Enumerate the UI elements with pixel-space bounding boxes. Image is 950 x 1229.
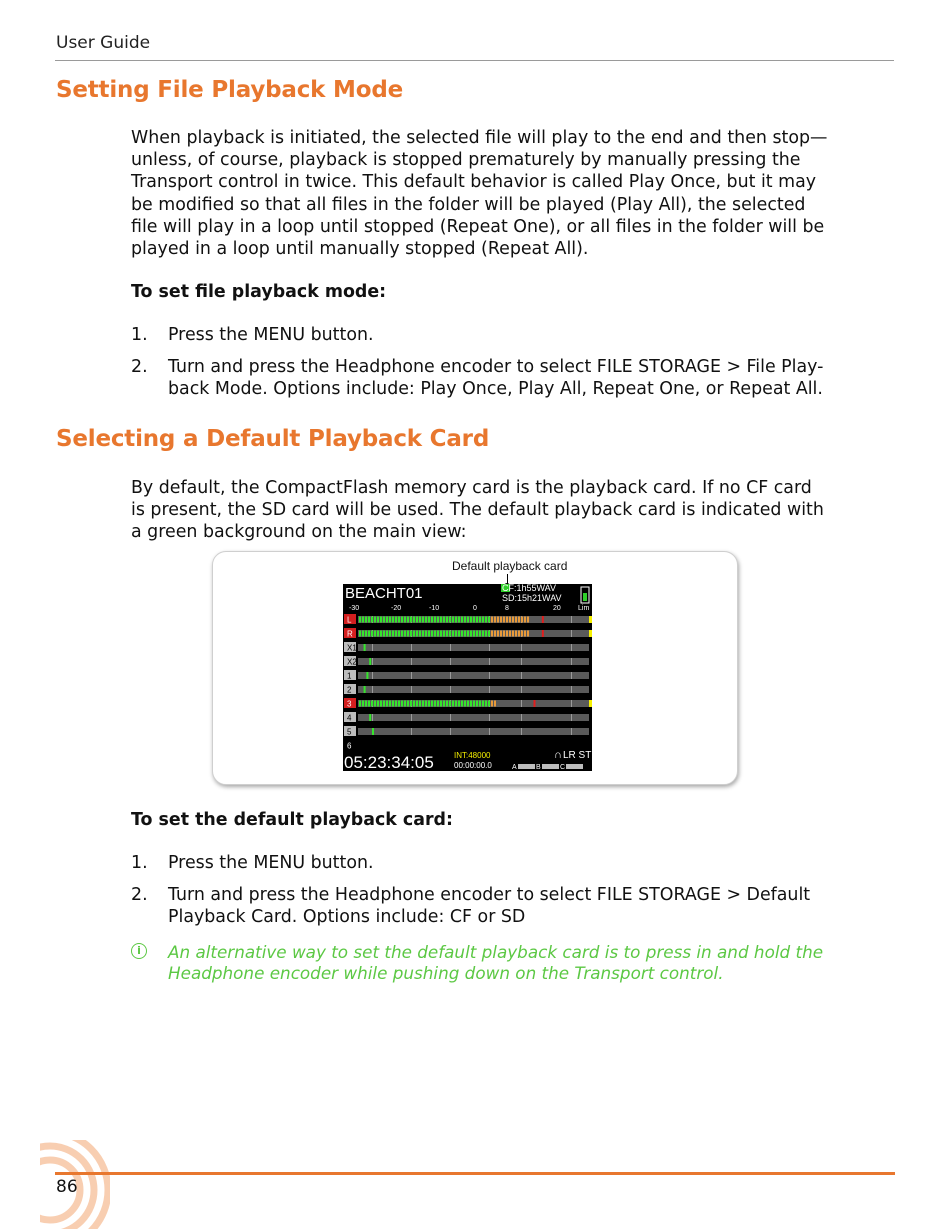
channel-label: L xyxy=(347,615,352,625)
note-text-line: Headphone encoder while pushing down on the Transport control. xyxy=(168,963,724,983)
meter-segment xyxy=(368,701,370,707)
peak-hold-marker xyxy=(364,686,366,693)
scale-label: 0 xyxy=(473,605,477,612)
meter-segment xyxy=(368,617,370,623)
text-line: unless, of course, playback is stopped prematurely by manually pressing the xyxy=(131,150,801,171)
callout-label: Default playback card xyxy=(452,559,568,573)
meter-segment xyxy=(521,617,523,623)
meter-segment xyxy=(380,701,382,707)
meter-segment xyxy=(416,617,418,623)
peak-hold-marker xyxy=(542,630,544,637)
meter-gridline xyxy=(372,686,373,693)
text-line: By default, the CompactFlash memory card is the playback card. If no CF card xyxy=(131,478,812,498)
meter-segment xyxy=(359,631,361,637)
meter-segment xyxy=(437,701,439,707)
meter-segment xyxy=(398,631,400,637)
aux-meter-label: C xyxy=(560,764,566,771)
meter-segment xyxy=(440,631,442,637)
meter-segment xyxy=(464,631,466,637)
meter-track xyxy=(358,728,589,735)
meter-segment xyxy=(518,617,520,623)
meter-gridline xyxy=(571,686,572,693)
sample-rate: INT:48000 xyxy=(454,751,491,760)
peak-hold-marker xyxy=(369,714,371,721)
meter-segment xyxy=(428,701,430,707)
meter-segment xyxy=(527,617,529,623)
meter-segment xyxy=(389,617,391,623)
meter-gridline xyxy=(489,714,490,721)
meter-segment xyxy=(374,701,376,707)
meter-segment xyxy=(455,701,457,707)
step-number: 1. xyxy=(131,853,148,873)
meter-gridline xyxy=(521,658,522,665)
meter-track xyxy=(358,686,589,693)
meter-segment xyxy=(527,631,529,637)
meter-track xyxy=(358,644,589,651)
meter-segment xyxy=(419,631,421,637)
meter-segment xyxy=(362,617,364,623)
meter-segment xyxy=(431,617,433,623)
peak-hold-marker xyxy=(364,644,366,651)
meter-segment xyxy=(395,701,397,707)
meter-gridline xyxy=(489,728,490,735)
meter-gridline xyxy=(521,700,522,707)
meter-segment xyxy=(440,617,442,623)
aux-meter-label: B xyxy=(536,764,541,771)
meter-gridline xyxy=(411,686,412,693)
sd-status: SD:15h21WAV xyxy=(502,593,562,603)
meter-gridline xyxy=(372,672,373,679)
meter-track xyxy=(358,658,589,665)
scale-label: 8 xyxy=(505,605,509,612)
step-text: Press the MENU button. xyxy=(168,325,374,345)
meter-gridline xyxy=(450,714,451,721)
peak-hold-marker xyxy=(542,616,544,623)
intro-paragraph-playback-card xyxy=(131,477,886,544)
meter-segment xyxy=(365,617,367,623)
meter-segment xyxy=(452,617,454,623)
meter-segment xyxy=(464,701,466,707)
meter-segment xyxy=(509,631,511,637)
meter-gridline xyxy=(411,644,412,651)
meter-gridline xyxy=(489,658,490,665)
meter-segment xyxy=(446,701,448,707)
file-name: BEACHT01 xyxy=(345,585,423,602)
meter-segment xyxy=(428,617,430,623)
meter-segment xyxy=(425,617,427,623)
meter-segment xyxy=(419,701,421,707)
meter-segment xyxy=(479,701,481,707)
recorder-screen-svg xyxy=(343,584,592,771)
meter-gridline xyxy=(372,714,373,721)
meter-segment xyxy=(377,631,379,637)
meter-segment xyxy=(407,617,409,623)
meter-segment xyxy=(491,631,493,637)
meter-segment xyxy=(494,617,496,623)
meter-gridline xyxy=(571,616,572,623)
meter-segment xyxy=(458,617,460,623)
step-text: Press the MENU button. xyxy=(168,853,374,873)
meter-segment xyxy=(422,631,424,637)
meter-gridline xyxy=(411,714,412,721)
meter-segment xyxy=(464,617,466,623)
meter-gridline xyxy=(411,728,412,735)
section-heading-default-playback-card: Selecting a Default Playback Card xyxy=(56,426,490,452)
meter-segment xyxy=(362,701,364,707)
tip-note xyxy=(131,942,881,984)
cf-status: CF:1h55WAV xyxy=(502,584,557,593)
meter-segment xyxy=(488,617,490,623)
step-item xyxy=(131,356,886,400)
meter-segment xyxy=(404,701,406,707)
meter-segment xyxy=(446,631,448,637)
meter-segment xyxy=(515,631,517,637)
meter-segment xyxy=(461,701,463,707)
channel-label: 5 xyxy=(347,727,352,737)
meter-segment xyxy=(374,617,376,623)
meter-gridline xyxy=(411,658,412,665)
channel-label: X1 xyxy=(347,643,357,653)
meter-segment xyxy=(446,617,448,623)
meter-segment xyxy=(512,631,514,637)
meter-segment xyxy=(419,617,421,623)
scale-label: -20 xyxy=(391,605,402,612)
meter-segment xyxy=(380,617,382,623)
note-text-line: An alternative way to set the default playback card is to press in and hold the xyxy=(168,942,824,962)
meter-segment xyxy=(383,617,385,623)
meter-segment xyxy=(404,631,406,637)
meter-segment xyxy=(383,701,385,707)
meter-gridline xyxy=(521,714,522,721)
meter-segment xyxy=(431,631,433,637)
meter-segment xyxy=(461,617,463,623)
meter-gridline xyxy=(521,672,522,679)
header-rule xyxy=(55,60,894,61)
meter-segment xyxy=(422,701,424,707)
aux-meter-bar xyxy=(542,764,559,769)
meter-segment xyxy=(401,631,403,637)
meter-segment xyxy=(479,631,481,637)
channel-label: 2 xyxy=(347,685,352,695)
meter-segment xyxy=(383,631,385,637)
meter-segment xyxy=(431,701,433,707)
step-number: 2. xyxy=(131,357,148,377)
scale-label: -30 xyxy=(349,605,360,612)
meter-segment xyxy=(476,631,478,637)
meter-segment xyxy=(479,617,481,623)
meter-segment xyxy=(491,701,493,707)
meter-segment xyxy=(389,631,391,637)
meter-segment xyxy=(518,631,520,637)
meter-segment xyxy=(503,617,505,623)
meter-segment xyxy=(470,631,472,637)
meter-segment xyxy=(476,617,478,623)
meter-segment xyxy=(410,617,412,623)
meter-segment xyxy=(461,631,463,637)
meter-segment xyxy=(512,617,514,623)
meter-gridline xyxy=(521,686,522,693)
meter-track xyxy=(358,672,589,679)
meter-segment xyxy=(395,631,397,637)
meter-segment xyxy=(425,701,427,707)
meter-segment xyxy=(374,631,376,637)
page-number: 86 xyxy=(56,1177,78,1197)
counter: 00:00:00.0 xyxy=(454,761,492,770)
text-line: a green background on the main view: xyxy=(131,522,467,543)
scale-label: -10 xyxy=(429,605,440,612)
step-text-line: back Mode. Options include: Play Once, Play All, Repeat One, or Repeat All. xyxy=(168,379,823,400)
meter-segment xyxy=(401,701,403,707)
meter-segment xyxy=(434,631,436,637)
meter-gridline xyxy=(571,672,572,679)
step-text-line: Turn and press the Headphone encoder to select FILE STORAGE > File Play- xyxy=(168,357,824,377)
meter-segment xyxy=(452,631,454,637)
meter-segment xyxy=(488,631,490,637)
meter-segment xyxy=(365,701,367,707)
aux-meter-bar xyxy=(518,764,535,769)
meter-segment xyxy=(476,701,478,707)
meter-segment xyxy=(434,701,436,707)
meter-segment xyxy=(482,701,484,707)
meter-segment xyxy=(410,631,412,637)
meter-gridline xyxy=(571,728,572,735)
meter-gridline xyxy=(450,672,451,679)
meter-segment xyxy=(488,701,490,707)
meter-segment xyxy=(494,631,496,637)
meter-segment xyxy=(398,617,400,623)
channel-label: 1 xyxy=(347,671,352,681)
recorder-main-view-screen xyxy=(343,584,592,771)
meter-segment xyxy=(440,701,442,707)
text-line: played in a loop until manually stopped (Repeat All). xyxy=(131,239,589,260)
meter-segment xyxy=(506,631,508,637)
meter-segment xyxy=(371,631,373,637)
meter-gridline xyxy=(571,630,572,637)
meter-segment xyxy=(524,631,526,637)
procedure-title-playback-card: To set the default playback card: xyxy=(131,810,453,830)
meter-segment xyxy=(485,631,487,637)
channel-label: R xyxy=(347,629,353,639)
meter-gridline xyxy=(372,658,373,665)
text-line: be modified so that all files in the folder will be played (Play All), the selected xyxy=(131,194,806,215)
meter-segment xyxy=(470,701,472,707)
meter-segment xyxy=(413,631,415,637)
meter-segment xyxy=(467,631,469,637)
meter-gridline xyxy=(450,644,451,651)
step-item xyxy=(131,852,886,874)
meter-gridline xyxy=(571,644,572,651)
meter-segment xyxy=(395,617,397,623)
meter-segment xyxy=(443,631,445,637)
limiter-indicator xyxy=(589,616,592,623)
meter-segment xyxy=(449,701,451,707)
aux-meter-bar xyxy=(566,764,583,769)
meter-segment xyxy=(386,617,388,623)
meter-segment xyxy=(467,617,469,623)
peak-hold-marker xyxy=(366,672,368,679)
procedure-title-playback-mode: To set file playback mode: xyxy=(131,282,387,302)
headphone-icon: ∩ xyxy=(554,749,562,761)
meter-segment xyxy=(473,631,475,637)
meter-segment xyxy=(392,631,394,637)
meter-segment xyxy=(380,631,382,637)
meter-segment xyxy=(485,701,487,707)
meter-segment xyxy=(389,701,391,707)
peak-hold-marker xyxy=(372,728,374,735)
battery-level xyxy=(583,593,587,601)
aux-meter-label: A xyxy=(512,764,517,771)
text-line: file will play in a loop until stopped (Repeat One), or all files in the folder will be xyxy=(131,216,825,237)
meter-segment xyxy=(437,631,439,637)
meter-segment xyxy=(410,701,412,707)
meter-segment xyxy=(425,631,427,637)
text-line: When playback is initiated, the selected file will play to the end and then stop— xyxy=(131,128,828,148)
meter-gridline xyxy=(571,658,572,665)
step-number: 2. xyxy=(131,885,148,905)
meter-segment xyxy=(368,631,370,637)
meter-segment xyxy=(485,617,487,623)
meter-segment xyxy=(434,617,436,623)
channel-label: X2 xyxy=(347,657,357,667)
meter-segment xyxy=(401,617,403,623)
meter-segment xyxy=(437,617,439,623)
meter-segment xyxy=(506,617,508,623)
meter-segment xyxy=(473,701,475,707)
meter-gridline xyxy=(489,686,490,693)
meter-segment xyxy=(515,617,517,623)
meter-segment xyxy=(413,701,415,707)
meter-gridline xyxy=(571,714,572,721)
channel-label: 3 xyxy=(347,699,352,709)
meter-segment xyxy=(521,631,523,637)
meter-segment xyxy=(473,617,475,623)
intro-paragraph-playback-mode xyxy=(131,127,886,260)
meter-segment xyxy=(497,617,499,623)
meter-segment xyxy=(497,631,499,637)
meter-segment xyxy=(455,631,457,637)
step-number: 1. xyxy=(131,325,148,345)
meter-segment xyxy=(398,701,400,707)
peak-hold-marker xyxy=(534,700,536,707)
text-line: is present, the SD card will be used. The default playback card is indicated with xyxy=(131,500,824,521)
meter-segment xyxy=(392,701,394,707)
meter-segment xyxy=(371,701,373,707)
meter-segment xyxy=(449,617,451,623)
meter-segment xyxy=(416,631,418,637)
step-item xyxy=(131,884,886,928)
meter-segment xyxy=(413,617,415,623)
meter-segment xyxy=(449,631,451,637)
meter-segment xyxy=(365,631,367,637)
scale-label: 20 xyxy=(553,605,561,612)
footer-rule xyxy=(55,1172,895,1175)
meter-segment xyxy=(359,701,361,707)
meter-segment xyxy=(428,631,430,637)
meter-segment xyxy=(470,617,472,623)
peak-hold-marker xyxy=(369,658,371,665)
meter-gridline xyxy=(411,672,412,679)
meter-segment xyxy=(494,701,496,707)
meter-segment xyxy=(467,701,469,707)
meter-segment xyxy=(503,631,505,637)
meter-segment xyxy=(482,617,484,623)
meter-segment xyxy=(455,617,457,623)
meter-segment xyxy=(362,631,364,637)
meter-segment xyxy=(371,617,373,623)
meter-segment xyxy=(482,631,484,637)
meter-segment xyxy=(458,631,460,637)
channel-label: 4 xyxy=(347,713,352,723)
meter-segment xyxy=(416,701,418,707)
meter-segment xyxy=(422,617,424,623)
meter-segment xyxy=(407,631,409,637)
meter-segment xyxy=(392,617,394,623)
meter-segment xyxy=(377,701,379,707)
meter-segment xyxy=(443,617,445,623)
meter-segment xyxy=(386,631,388,637)
meter-segment xyxy=(404,617,406,623)
meter-track xyxy=(358,714,589,721)
meter-segment xyxy=(386,701,388,707)
meter-segment xyxy=(407,701,409,707)
meter-gridline xyxy=(521,644,522,651)
meter-segment xyxy=(452,701,454,707)
meter-gridline xyxy=(489,644,490,651)
limiter-indicator xyxy=(589,700,592,707)
info-icon: i xyxy=(131,943,147,959)
meter-segment xyxy=(377,617,379,623)
meter-segment xyxy=(509,617,511,623)
step-item xyxy=(131,324,886,346)
meter-gridline xyxy=(450,728,451,735)
section-heading-file-playback-mode: Setting File Playback Mode xyxy=(56,77,403,103)
meter-segment xyxy=(359,617,361,623)
monitor-mode: LR ST xyxy=(563,750,592,761)
timecode: 05:23:34:05 xyxy=(344,753,434,771)
meter-gridline xyxy=(450,686,451,693)
meter-gridline xyxy=(489,672,490,679)
scale-label: Lim xyxy=(578,605,590,612)
step-text-line: Playback Card. Options include: CF or SD xyxy=(168,907,526,928)
meter-gridline xyxy=(571,700,572,707)
meter-segment xyxy=(458,701,460,707)
meter-gridline xyxy=(521,728,522,735)
meter-segment xyxy=(524,617,526,623)
meter-segment xyxy=(443,701,445,707)
meter-segment xyxy=(491,617,493,623)
channel-label: 6 xyxy=(347,741,352,751)
meter-gridline xyxy=(450,658,451,665)
text-line: Transport control in twice. This default behavior is called Play Once, but it may xyxy=(131,172,817,193)
meter-segment xyxy=(500,631,502,637)
running-header: User Guide xyxy=(56,33,151,53)
limiter-indicator xyxy=(589,630,592,637)
step-text-line: Turn and press the Headphone encoder to select FILE STORAGE > Default xyxy=(168,885,811,905)
meter-segment xyxy=(500,617,502,623)
meter-gridline xyxy=(372,644,373,651)
